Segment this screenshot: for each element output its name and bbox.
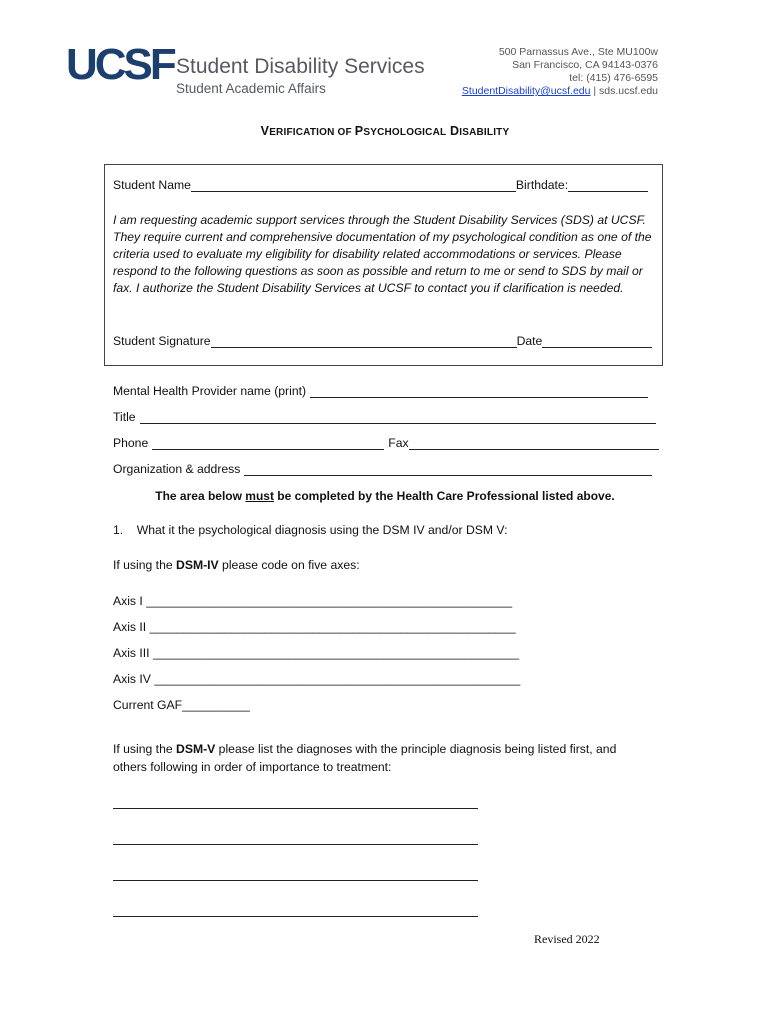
authorization-paragraph: I am requesting academic support services through the Student Disability Services (SDS) at UCSF. They require current and comprehensive documentation of my psychological condition as one of the criteria used to evaluate my eligibility for disability related accommodations or services. Please respond to the following questions as soon as possible and return to me or send to SDS by mail or fax. I authorize the Student Disability Services at UCSF to contact you if clarification is needed. bbox=[113, 213, 652, 295]
birthdate-label: Birthdate: bbox=[515, 178, 569, 192]
provider-name-row bbox=[113, 384, 648, 398]
student-name-field[interactable] bbox=[191, 179, 516, 192]
website-text: sds.ucsf.edu bbox=[599, 85, 658, 97]
student-name-row bbox=[113, 178, 648, 192]
phone-field[interactable] bbox=[152, 437, 384, 450]
dsm4-prefix: If using the bbox=[113, 558, 177, 572]
title-part: V bbox=[260, 124, 270, 138]
axis-label: Axis II bbox=[113, 620, 150, 634]
document-title bbox=[0, 124, 770, 138]
dsm4-suffix: please code on five axes: bbox=[218, 558, 360, 572]
dsm4-label: DSM-IV bbox=[176, 558, 219, 572]
dsm5-prefix: If using the bbox=[113, 742, 177, 756]
date-label: Date bbox=[516, 334, 543, 348]
phone-fax-row bbox=[113, 436, 659, 450]
completion-notice bbox=[0, 489, 770, 503]
axis-blank[interactable]: ______________________________________________________ bbox=[152, 646, 519, 660]
birthdate-field[interactable] bbox=[568, 179, 648, 192]
phone-line: tel: (415) 476-6595 bbox=[569, 72, 658, 84]
address-line-1: 500 Parnassus Ave., Ste MU100w bbox=[498, 46, 658, 58]
notice-emphasis: must bbox=[245, 489, 274, 503]
address-line-2: San Francisco, CA 94143-0376 bbox=[512, 59, 658, 71]
contact-block bbox=[398, 46, 658, 98]
dsm5-label: DSM-V bbox=[176, 742, 216, 756]
organization-field[interactable] bbox=[244, 463, 652, 476]
signature-field[interactable] bbox=[211, 335, 517, 348]
phone-label: Phone bbox=[113, 436, 149, 450]
diagnosis-line-3[interactable] bbox=[113, 879, 478, 881]
gaf-label: Current GAF bbox=[113, 698, 183, 712]
organization-label: Organization & address bbox=[113, 462, 241, 476]
title-row bbox=[113, 410, 656, 424]
revised-date: Revised 2022 bbox=[534, 932, 600, 946]
title-field[interactable] bbox=[140, 411, 656, 424]
diagnosis-line-2[interactable] bbox=[113, 843, 478, 845]
axis-label: Axis III bbox=[113, 646, 153, 660]
signature-row bbox=[113, 334, 652, 348]
gaf-row[interactable] bbox=[113, 696, 250, 714]
signature-label: Student Signature bbox=[113, 334, 211, 348]
notice-text: be completed by the Health Care Professional listed above. bbox=[273, 489, 615, 503]
diagnosis-line-4[interactable] bbox=[113, 915, 478, 917]
dsm4-instruction bbox=[113, 556, 360, 574]
org-title: Student Disability Services bbox=[176, 55, 425, 78]
email-web-line bbox=[398, 85, 658, 98]
fax-label: Fax bbox=[388, 436, 409, 450]
axis-label: Axis IV bbox=[113, 672, 155, 686]
diagnosis-line-1[interactable] bbox=[113, 807, 478, 809]
org-subtitle: Student Academic Affairs bbox=[176, 81, 326, 96]
gaf-blank[interactable]: __________ bbox=[182, 698, 250, 712]
title-part: OF bbox=[334, 127, 355, 138]
axis-3-row[interactable] bbox=[113, 644, 519, 662]
student-name-label: Student Name bbox=[113, 178, 191, 192]
dsm5-instruction bbox=[113, 740, 653, 776]
title-label: Title bbox=[113, 410, 136, 424]
axis-blank[interactable]: ______________________________________________________ bbox=[154, 672, 521, 686]
title-part: ISABILITY bbox=[459, 127, 510, 138]
notice-text: The area below bbox=[155, 489, 246, 503]
title-part: SYCHOLOGICAL bbox=[363, 127, 447, 138]
axis-blank[interactable]: ______________________________________________________ bbox=[146, 594, 513, 608]
axis-blank[interactable]: ______________________________________________________ bbox=[149, 620, 516, 634]
title-part: D bbox=[446, 124, 460, 138]
title-part: ERIFICATION bbox=[269, 127, 335, 138]
title-part: P bbox=[354, 124, 364, 138]
provider-name-field[interactable] bbox=[310, 385, 648, 398]
axis-1-row[interactable] bbox=[113, 592, 512, 610]
ucsf-logo: UCSF bbox=[66, 40, 174, 89]
dsm5-suffix: please list the diagnoses with the principle diagnosis being listed first, and others following in order of importance to treatment: bbox=[113, 742, 617, 774]
axis-label: Axis I bbox=[113, 594, 147, 608]
axis-4-row[interactable] bbox=[113, 670, 520, 688]
provider-name-label: Mental Health Provider name (print) bbox=[113, 384, 307, 398]
axis-2-row[interactable] bbox=[113, 618, 516, 636]
organization-row bbox=[113, 462, 652, 476]
question-1: 1. What it the psychological diagnosis using the DSM IV and/or DSM V: bbox=[113, 523, 508, 537]
fax-field[interactable] bbox=[409, 437, 659, 450]
date-field[interactable] bbox=[542, 335, 652, 348]
email-link[interactable]: StudentDisability@ucsf.edu bbox=[461, 85, 591, 97]
separator: | bbox=[593, 85, 597, 97]
